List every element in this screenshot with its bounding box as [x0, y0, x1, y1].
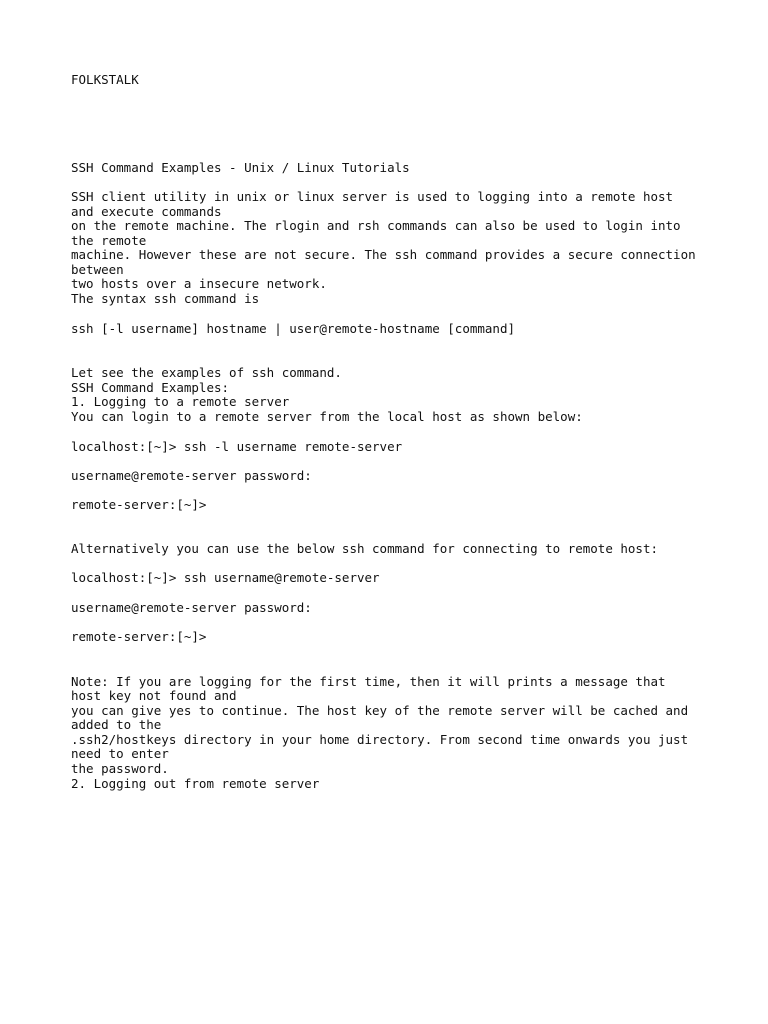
subsection-heading: 2. Logging out from remote server [71, 776, 320, 791]
text-line: Alternatively you can use the below ssh command for connecting to remote host: [71, 541, 658, 556]
text-line: the password. [71, 761, 169, 776]
text-line: added to the [71, 717, 162, 732]
code-line: username@remote-server password: [71, 468, 312, 483]
code-line: localhost:[~]> ssh -l username remote-server [71, 439, 403, 454]
text-line: on the remote machine. The rlogin and rsh commands can also be used to login into [71, 218, 681, 233]
syntax-line: ssh [-l username] hostname | user@remote-hostname [command] [71, 321, 516, 336]
text-line: machine. However these are not secure. The ssh command provides a secure connection [71, 247, 696, 262]
text-line: SSH client utility in unix or linux server is used to logging into a remote host [71, 189, 674, 204]
text-line: Let see the examples of ssh command. [71, 365, 342, 380]
code-line: username@remote-server password: [71, 600, 312, 615]
text-line: between [71, 262, 124, 277]
section-heading: SSH Command Examples: [71, 380, 230, 395]
text-line: and execute commands [71, 204, 222, 219]
code-line: remote-server:[~]> [71, 629, 207, 644]
page-title: SSH Command Examples - Unix / Linux Tutorials [71, 160, 410, 175]
code-line: remote-server:[~]> [71, 497, 207, 512]
text-line: .ssh2/hostkeys directory in your home directory. From second time onwards you just [71, 732, 689, 747]
text-line: two hosts over a insecure network. [71, 276, 327, 291]
code-line: localhost:[~]> ssh username@remote-server [71, 570, 380, 585]
subsection-heading: 1. Logging to a remote server [71, 394, 290, 409]
text-line: you can give yes to continue. The host key of the remote server will be cached and [71, 703, 689, 718]
text-line: the remote [71, 233, 147, 248]
site-brand: FOLKSTALK [71, 72, 139, 87]
text-line: The syntax ssh command is [71, 291, 260, 306]
text-line: Note: If you are logging for the first time, then it will prints a message that [71, 674, 666, 689]
text-line: need to enter [71, 746, 169, 761]
text-line: You can login to a remote server from the local host as shown below: [71, 409, 583, 424]
text-line: host key not found and [71, 688, 237, 703]
